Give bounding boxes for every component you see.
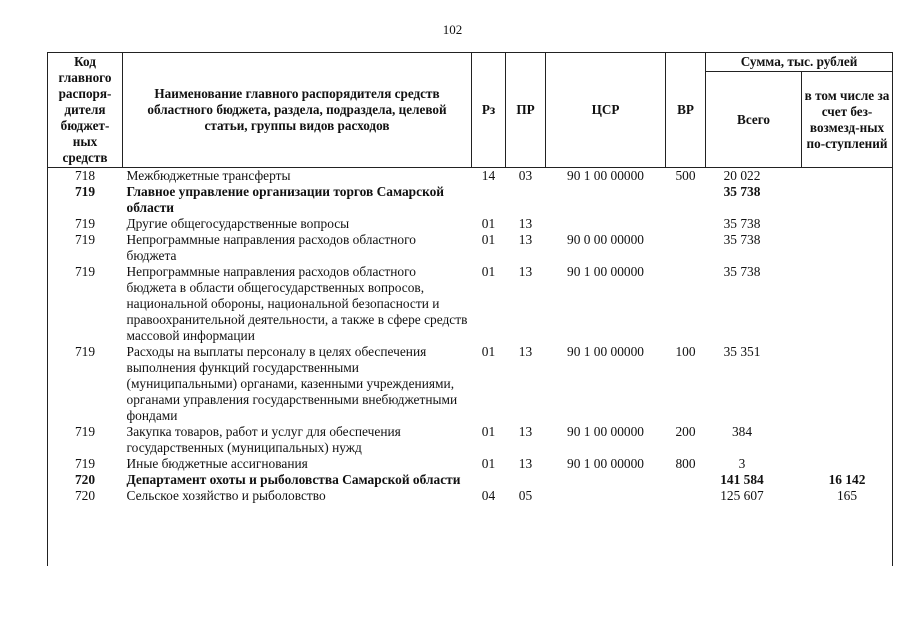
- row-total: 35 738: [723, 264, 761, 279]
- row-code: 719: [74, 232, 96, 247]
- row-pr: [506, 184, 546, 216]
- header-vr: ВР: [666, 53, 706, 168]
- row-csr: 90 0 00 00000: [567, 232, 644, 247]
- row-rz: [472, 184, 506, 216]
- row-total: 20 022: [723, 168, 761, 183]
- budget-table: [47, 52, 893, 504]
- row-name: Другие общегосударственные вопросы: [126, 216, 350, 231]
- table-row: [48, 264, 893, 344]
- row-csr: [546, 184, 666, 216]
- row-vr: [666, 216, 706, 232]
- row-vr: 500: [675, 168, 696, 183]
- table-row: [48, 472, 893, 488]
- row-pr: 13: [518, 216, 533, 231]
- row-csr: [546, 216, 666, 232]
- row-vr: [666, 472, 706, 488]
- row-rz: 01: [481, 264, 496, 279]
- row-name: Непрограммные направления расходов областного бюджета в области общегосударственных вопросов, национальной обороны, национальной безопасности и правоохранительной деятельности, а также в сфере средств массовой информации: [126, 264, 468, 343]
- row-free: [802, 232, 893, 264]
- row-name: Непрограммные направления расходов областного бюджета: [126, 232, 416, 263]
- row-rz: 01: [481, 216, 496, 231]
- row-name: Иные бюджетные ассигнования: [126, 456, 308, 471]
- row-name: Межбюджетные трансферты: [126, 168, 291, 183]
- row-rz: 01: [481, 424, 496, 439]
- row-free: 16 142: [828, 472, 866, 487]
- header-csr: ЦСР: [546, 53, 666, 168]
- table-row: [48, 344, 893, 424]
- row-vr: 800: [675, 456, 696, 471]
- row-rz: 14: [481, 168, 496, 183]
- table-row: [48, 232, 893, 264]
- table-row: [48, 424, 893, 456]
- row-pr: 13: [518, 456, 533, 471]
- header-name: Наименование главного распорядителя средств областного бюджета, раздела, подраздела, целевой статьи, группы видов расходов: [123, 53, 472, 168]
- left-border: [47, 166, 48, 566]
- row-csr: [546, 472, 666, 488]
- row-code: 718: [74, 168, 96, 183]
- row-free: [802, 168, 893, 185]
- row-code: 719: [74, 344, 96, 359]
- row-total: 35 351: [723, 344, 761, 359]
- row-total: 141 584: [720, 472, 764, 487]
- row-name: Департамент охоты и рыболовства Самарской области: [126, 472, 461, 487]
- row-free: [802, 216, 893, 232]
- row-pr: 13: [518, 264, 533, 279]
- row-rz: 01: [481, 344, 496, 359]
- row-code: 719: [74, 184, 96, 199]
- row-pr: 05: [518, 488, 533, 503]
- row-code: 720: [74, 472, 96, 487]
- row-total: 384: [731, 424, 753, 439]
- table-row: [48, 184, 893, 216]
- header-code: Код главного распоря-дителя бюджет-ных средств: [48, 53, 123, 168]
- row-pr: 13: [518, 424, 533, 439]
- row-vr: 100: [675, 344, 696, 359]
- row-free: [802, 344, 893, 424]
- row-vr: [666, 488, 706, 504]
- table-row: [48, 456, 893, 472]
- right-border: [892, 166, 893, 566]
- row-pr: [506, 472, 546, 488]
- row-free: 165: [836, 488, 858, 503]
- row-code: 719: [74, 424, 96, 439]
- page-number: 102: [442, 22, 463, 37]
- row-rz: 01: [481, 456, 496, 471]
- row-pr: 03: [518, 168, 533, 183]
- row-csr: [546, 488, 666, 504]
- row-name: Расходы на выплаты персоналу в целях обеспечения выполнения функций государственными (муниципальными) органами, казенными учреждениями, органами управления государственными внебюджетными фондами: [126, 344, 458, 423]
- row-rz: [472, 472, 506, 488]
- row-csr: 90 1 00 00000: [567, 168, 644, 183]
- row-total: 3: [738, 456, 746, 471]
- row-vr: [666, 232, 706, 264]
- row-name: Закупка товаров, работ и услуг для обеспечения государственных (муниципальных) нужд: [126, 424, 401, 455]
- row-code: 719: [74, 456, 96, 471]
- row-rz: 01: [481, 232, 496, 247]
- row-code: 720: [74, 488, 96, 503]
- row-free: [802, 264, 893, 344]
- header-total: Всего: [706, 72, 802, 168]
- row-code: 719: [74, 264, 96, 279]
- table-header: [48, 53, 893, 168]
- table-body: [48, 168, 893, 505]
- header-free: в том числе за счет без-возмезд-ных по-ступлений: [802, 72, 893, 168]
- table-row: [48, 168, 893, 185]
- header-rz: Рз: [472, 53, 506, 168]
- table-row: [48, 488, 893, 504]
- row-csr: 90 1 00 00000: [567, 456, 644, 471]
- row-free: [802, 424, 893, 456]
- header-pr: ПР: [506, 53, 546, 168]
- row-csr: 90 1 00 00000: [567, 424, 644, 439]
- row-name: Главное управление организации торгов Самарской области: [126, 184, 445, 215]
- row-vr: [666, 264, 706, 344]
- row-name: Сельское хозяйство и рыболовство: [126, 488, 326, 503]
- row-csr: 90 1 00 00000: [567, 344, 644, 359]
- row-free: [802, 184, 893, 216]
- row-vr: [666, 184, 706, 216]
- row-total: 35 738: [723, 184, 761, 199]
- row-pr: 13: [518, 344, 533, 359]
- row-rz: 04: [481, 488, 496, 503]
- row-free: [802, 456, 893, 472]
- row-pr: 13: [518, 232, 533, 247]
- row-total: 35 738: [723, 216, 761, 231]
- row-code: 719: [74, 216, 96, 231]
- row-total: 35 738: [723, 232, 761, 247]
- row-total: 125 607: [720, 488, 764, 503]
- table-row: [48, 216, 893, 232]
- row-csr: 90 1 00 00000: [567, 264, 644, 279]
- header-sum-group: Сумма, тыс. рублей: [706, 53, 893, 72]
- row-vr: 200: [675, 424, 696, 439]
